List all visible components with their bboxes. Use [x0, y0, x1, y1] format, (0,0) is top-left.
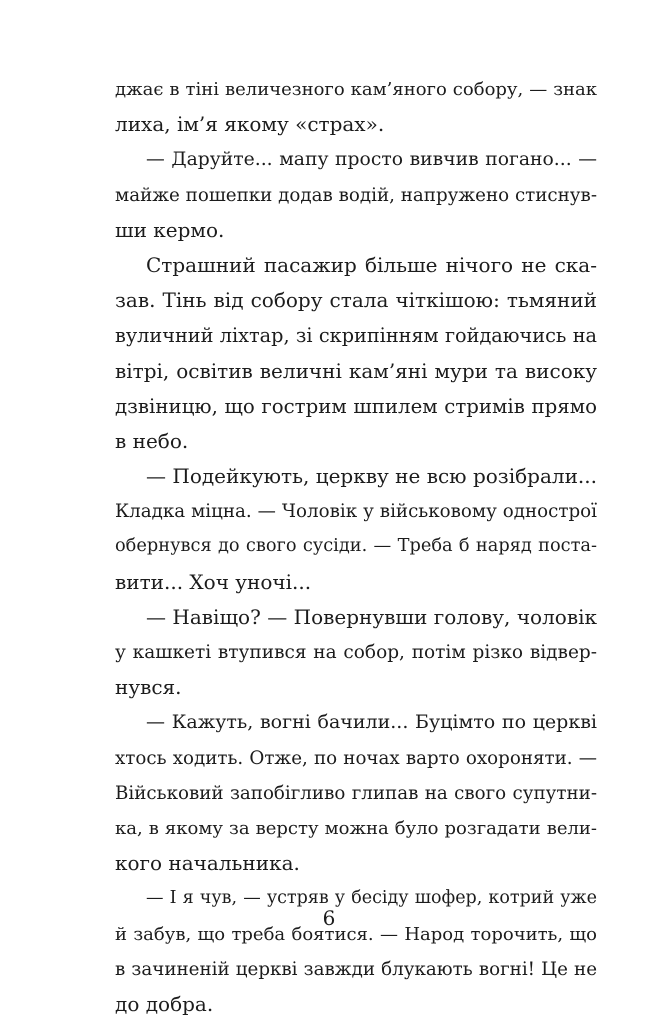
text-line: в зачиненій церкві завжди блукають вогні! Це не — [115, 958, 597, 980]
paragraph — [115, 705, 597, 881]
text-line: кого начальника. — [115, 851, 300, 876]
text-line: Кладка міцна. — Чоловік у військовому однострої — [115, 501, 597, 523]
text-line: ка, в якому за версту можна було розгадати вели- — [115, 817, 597, 839]
page-number: 6 — [322, 906, 336, 930]
text-line: й забув, що треба боятися. — Народ торочить, що — [115, 923, 597, 945]
paragraph — [115, 142, 597, 248]
text-line: хтось ходить. Отже, по ночах варто охороняти. — — [115, 747, 597, 769]
text-line: обернувся до свого сусіди. — Треба б наряд поста- — [115, 536, 597, 557]
paragraph — [115, 72, 597, 142]
text-line: до добра. — [115, 991, 214, 1016]
text-line: Військовий запобігливо глипав на свого супутни- — [115, 782, 597, 804]
text-line: — Даруйте... мапу просто вивчив погано... — — [146, 149, 597, 171]
text-line: — Навіщо? — Повернувши голову, чоловік — [146, 604, 597, 629]
text-line: лиха, ім’я якому «страх». — [115, 112, 385, 137]
text-line: дзвіницю, що гострим шпилем стримів прямо — [115, 394, 597, 418]
text-line: — Кажуть, вогні бачили... Буцімто по церкві — [146, 711, 597, 734]
text-line: у кашкеті втупився на собор, потім різко відвер- — [115, 642, 597, 663]
text-line: зав. Тінь від собору стала чіткішою: тьмяний — [115, 288, 597, 313]
text-line: — І я чув, — устряв у бесіду шофер, котрий уже — [146, 888, 597, 909]
text-line: вити... Хоч уночі... — [115, 569, 312, 594]
text-line: Страшний пасажир більше нічого не ска- — [146, 252, 597, 277]
text-line: — Подейкують, церкву не всю розібрали... — [146, 464, 597, 489]
paragraph — [115, 600, 597, 706]
text-line: нувся. — [115, 675, 182, 700]
paragraph — [115, 248, 597, 459]
text-line: в небо. — [115, 428, 189, 453]
page-text — [115, 72, 597, 1022]
text-line: джає в тіні величезного кам’яного собору, — знак — [115, 79, 597, 100]
paragraph — [115, 459, 597, 600]
text-line: майже пошепки додав водій, напружено стиснув- — [115, 184, 597, 206]
text-line: вуличний ліхтар, зі скрипінням гойдаючись на — [115, 324, 597, 348]
text-line: вітрі, освітив величні кам’яні мури та високу — [115, 358, 597, 383]
text-line: ши кермо. — [115, 217, 225, 242]
